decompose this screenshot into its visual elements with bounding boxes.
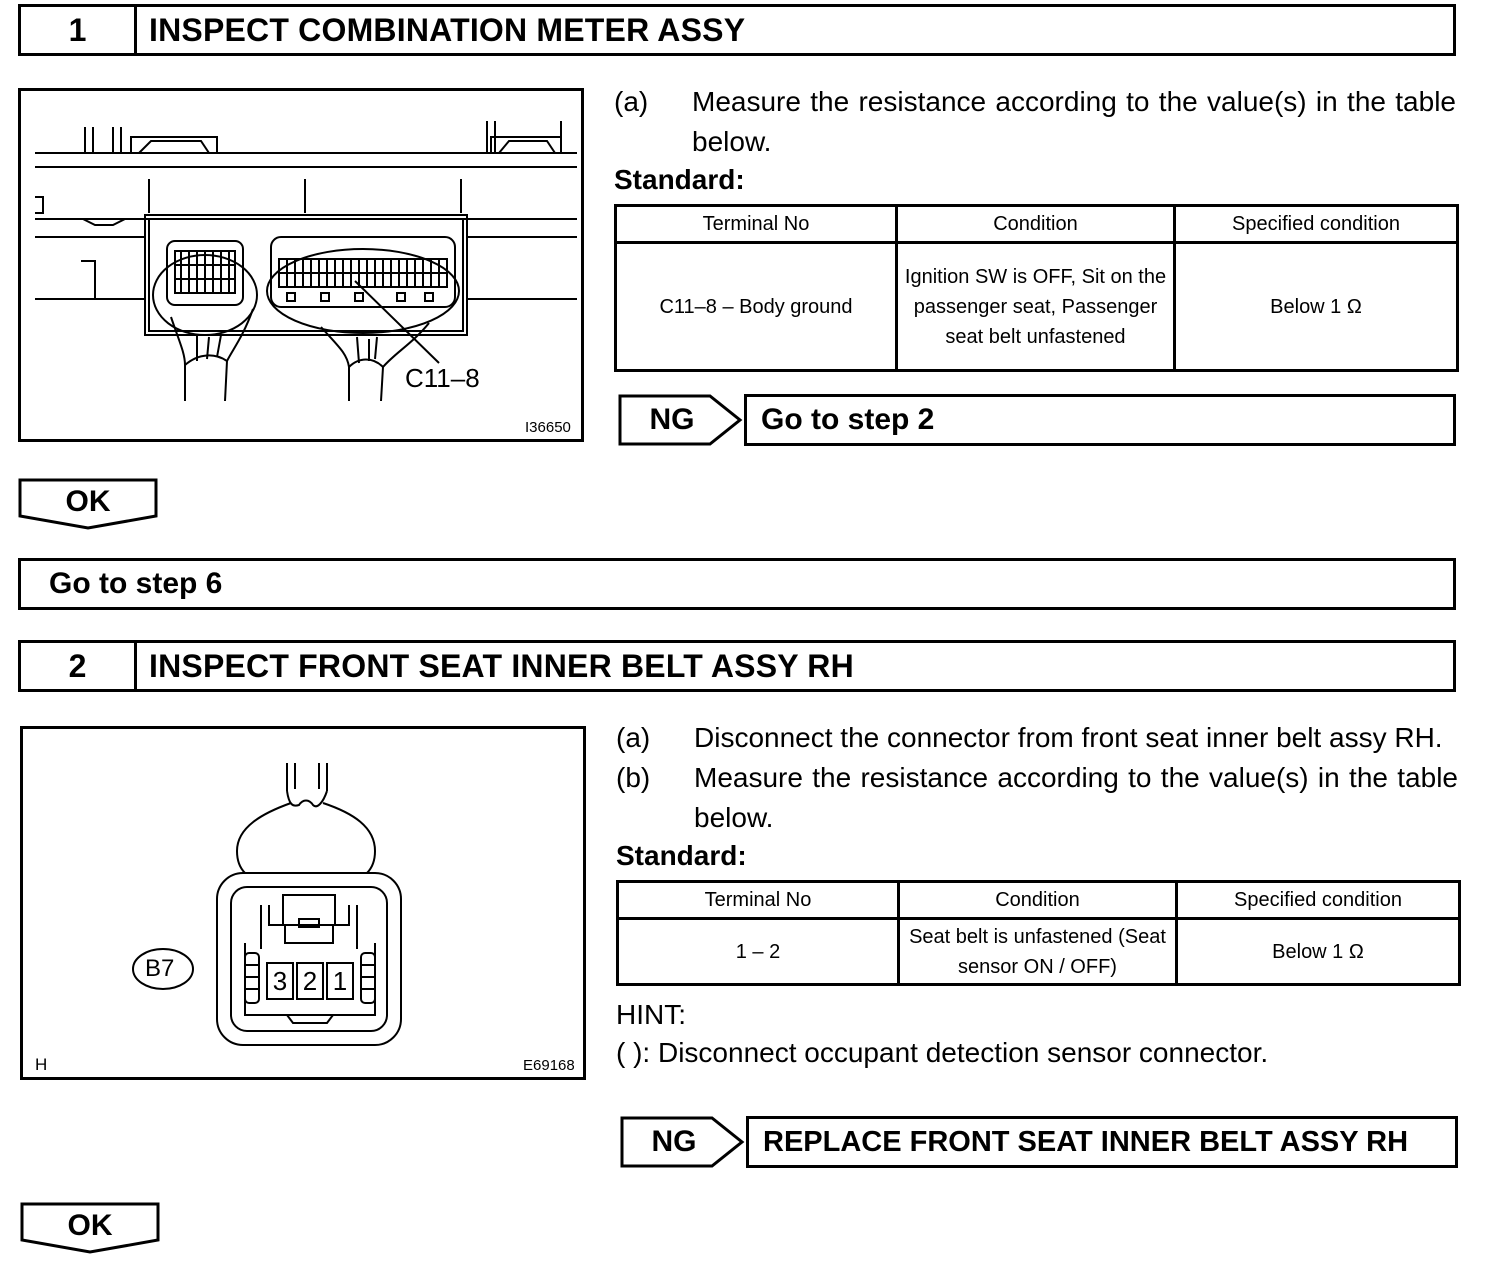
- step-2-standard-label: Standard:: [616, 840, 747, 871]
- ok-label: OK: [65, 485, 111, 518]
- step-2-ng-row: [620, 1116, 1458, 1168]
- instruction-label: (b): [616, 762, 651, 793]
- table-header-row: [616, 206, 1458, 243]
- table-cell: Ignition SW is OFF, Sit on the passenger seat, Passenger seat belt unfastened: [897, 243, 1175, 371]
- step-2-ng-action: REPLACE FRONT SEAT INNER BELT ASSY RH: [746, 1116, 1458, 1168]
- table-header-cell: Specified condition: [1177, 882, 1460, 919]
- table-row: [616, 243, 1458, 371]
- table-header-row: [618, 882, 1460, 919]
- step-1-standard-label: Standard:: [614, 164, 745, 195]
- table-cell: Seat belt is unfastened (Seat sensor ON / OFF): [899, 919, 1177, 985]
- table-cell: Below 1 Ω: [1177, 919, 1460, 985]
- step-1-instruction-a: [614, 82, 1456, 162]
- figure-corner-letter: H: [35, 1055, 48, 1074]
- step-1-spec-table: [614, 204, 1459, 372]
- step-2-header: [18, 640, 1456, 692]
- table-header-cell: Condition: [899, 882, 1177, 919]
- hint-label: HINT:: [616, 999, 686, 1030]
- step-2-ng-indicator: [620, 1116, 746, 1168]
- step-2-ok-indicator: [20, 1202, 160, 1254]
- step-1-figure-id: I36650: [525, 419, 571, 436]
- step-2-instruction-a: [616, 718, 1458, 758]
- step-2-spec-table: [616, 880, 1461, 986]
- table-header-cell: Specified condition: [1175, 206, 1458, 243]
- ng-label: NG: [649, 403, 695, 436]
- step-2-content: [616, 718, 1458, 1072]
- instruction-text: Measure the resistance according to the value(s) in the table below.: [694, 762, 1458, 833]
- table-cell: C11–8 – Body ground: [616, 243, 897, 371]
- pin-label: 1: [332, 965, 348, 996]
- table-cell: 1 – 2: [618, 919, 899, 985]
- step-2-instruction-b: [616, 758, 1458, 838]
- table-header-cell: Condition: [897, 206, 1175, 243]
- step-1-header: [18, 4, 1456, 56]
- table-cell: Below 1 Ω: [1175, 243, 1458, 371]
- table-header-cell: Terminal No: [618, 882, 899, 919]
- ok-label: OK: [67, 1209, 113, 1242]
- instruction-label: (a): [616, 722, 651, 753]
- step-1-callout: C11–8: [405, 363, 480, 393]
- step-1-ng-action: Go to step 2: [744, 394, 1456, 446]
- pin-label: 3: [272, 965, 288, 996]
- table-header-cell: Terminal No: [616, 206, 897, 243]
- step-2-figure-id: E69168: [523, 1057, 575, 1074]
- pin-label: 2: [302, 965, 318, 996]
- instruction-text: Disconnect the connector from front seat inner belt assy RH.: [694, 722, 1443, 753]
- step-2-title: INSPECT FRONT SEAT INNER BELT ASSY RH: [149, 647, 854, 684]
- table-row: [618, 919, 1460, 985]
- hint-text: ( ): Disconnect occupant detection sensor connector.: [616, 1037, 1269, 1068]
- instruction-label: (a): [614, 86, 649, 117]
- step-1-ok-indicator: [18, 478, 158, 530]
- instruction-text: Measure the resistance according to the value(s) in the table below.: [692, 86, 1456, 157]
- step-2-number: 2: [21, 643, 137, 689]
- ng-label: NG: [651, 1125, 697, 1158]
- step-1-ok-action: Go to step 6: [18, 558, 1456, 610]
- step-1-content: [614, 82, 1456, 372]
- step-1-ng-row: [618, 394, 1456, 446]
- step-2-figure: [20, 726, 586, 1080]
- step-1-ng-indicator: [618, 394, 744, 446]
- step-1-title: INSPECT COMBINATION METER ASSY: [149, 11, 746, 48]
- step-1-number: 1: [21, 7, 137, 53]
- step-1-figure: [18, 88, 584, 442]
- connector-label: B7: [145, 955, 175, 982]
- combination-meter-connector-diagram: [21, 91, 581, 439]
- seat-belt-connector-diagram: [23, 729, 583, 1077]
